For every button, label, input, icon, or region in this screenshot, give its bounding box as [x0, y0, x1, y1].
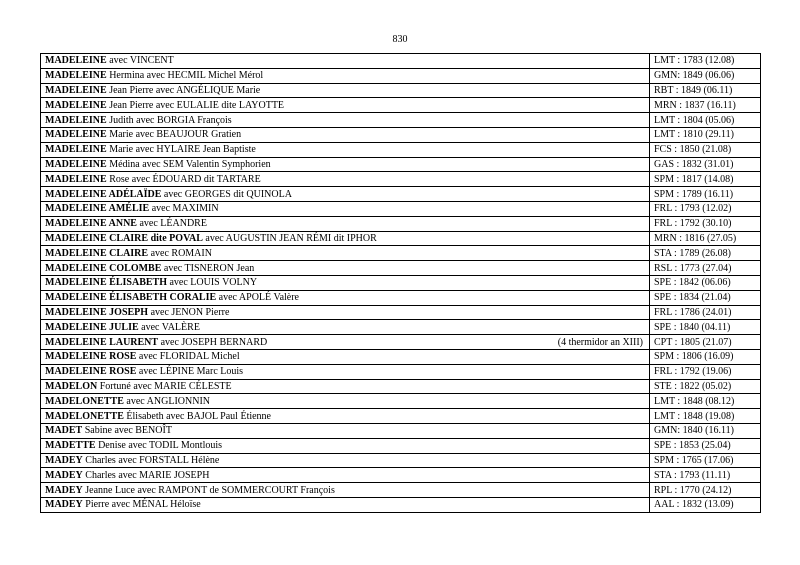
- record-reference: GAS : 1832 (31.01): [650, 157, 761, 172]
- table-row: [41, 172, 761, 187]
- couple-cell: [41, 349, 650, 364]
- record-reference: SPM : 1806 (16.09): [650, 349, 761, 364]
- spouse-text: Médina avec SEM Valentin Symphorien: [106, 158, 271, 170]
- spouse-text: Denise avec TODIL Montlouis: [95, 440, 223, 452]
- record-reference: FRL : 1792 (19.06): [650, 364, 761, 379]
- table-row: [41, 54, 761, 69]
- record-reference: MRN : 1837 (16.11): [650, 98, 761, 113]
- spouse-text: avec TISNERON Jean: [161, 262, 255, 274]
- record-reference: FCS : 1850 (21.08): [650, 142, 761, 157]
- surname: MADELEINE: [45, 144, 107, 156]
- table-row: [41, 201, 761, 216]
- table-row: [41, 83, 761, 98]
- surname: MADELEINE: [45, 99, 107, 111]
- couple-cell: [41, 201, 650, 216]
- table-row: [41, 275, 761, 290]
- table-row: [41, 246, 761, 261]
- couple-cell: [41, 453, 650, 468]
- record-reference: LMT : 1783 (12.08): [650, 54, 761, 69]
- surname: MADELEINE LAURENT: [45, 336, 159, 348]
- couple-cell: [41, 305, 650, 320]
- couple-cell: [41, 409, 650, 424]
- table-row: [41, 468, 761, 483]
- couple-cell: [41, 364, 650, 379]
- surname: MADELEINE AMÉLIE: [45, 203, 150, 215]
- surname: MADEY: [45, 454, 83, 466]
- surname: MADELEINE ÉLISABETH: [45, 277, 167, 289]
- spouse-text: avec LÉPINE Marc Louis: [136, 366, 244, 378]
- surname: MADELEINE: [45, 84, 107, 96]
- table-row: [41, 157, 761, 172]
- table-row: [41, 364, 761, 379]
- record-reference: GMN: 1849 (06.06): [650, 68, 761, 83]
- couple-cell: [41, 394, 650, 409]
- spouse-text: avec APOLÉ Valère: [216, 292, 299, 304]
- spouse-text: Jean Pierre avec ANGÉLIQUE Marie: [106, 84, 261, 96]
- spouse-text: Jeanne Luce avec RAMPONT de SOMMERCOURT François: [82, 484, 335, 496]
- couple-cell: [41, 335, 650, 350]
- surname: MADEY: [45, 469, 83, 481]
- surname: MADEY: [45, 484, 83, 496]
- spouse-text: Marie avec HYLAIRE Jean Baptiste: [106, 144, 256, 156]
- register-body: [41, 54, 761, 513]
- record-reference: LMT : 1848 (08.12): [650, 394, 761, 409]
- surname: MADELEINE: [45, 55, 107, 67]
- surname: MADELEINE ROSE: [45, 366, 137, 378]
- spouse-text: Marie avec BEAUJOUR Gratien: [106, 129, 242, 141]
- record-reference: SPM : 1817 (14.08): [650, 172, 761, 187]
- surname: MADELEINE: [45, 173, 107, 185]
- table-row: [41, 379, 761, 394]
- spouse-text: avec VINCENT: [106, 55, 174, 67]
- record-reference: MRN : 1816 (27.05): [650, 231, 761, 246]
- couple-cell: [41, 54, 650, 69]
- record-reference: RSL : 1773 (27.04): [650, 261, 761, 276]
- surname: MADELEINE ADÉLAÏDE: [45, 188, 162, 200]
- record-reference: SPE : 1842 (06.06): [650, 275, 761, 290]
- spouse-text: avec LÉANDRE: [136, 218, 207, 230]
- surname: MADELEINE: [45, 114, 107, 126]
- record-reference: STE : 1822 (05.02): [650, 379, 761, 394]
- record-reference: CPT : 1805 (21.07): [650, 335, 761, 350]
- spouse-text: avec GEORGES dit QUINOLA: [161, 188, 292, 200]
- couple-cell: [41, 468, 650, 483]
- couple-cell: [41, 98, 650, 113]
- couple-cell: [41, 423, 650, 438]
- table-row: [41, 305, 761, 320]
- table-row: [41, 320, 761, 335]
- record-reference: SPE : 1834 (21.04): [650, 290, 761, 305]
- couple-cell: [41, 172, 650, 187]
- couple-cell: [41, 275, 650, 290]
- couple-cell: [41, 187, 650, 202]
- couple-cell: [41, 231, 650, 246]
- record-reference: GMN: 1840 (16.11): [650, 423, 761, 438]
- record-reference: STA : 1793 (11.11): [650, 468, 761, 483]
- couple-cell: [41, 142, 650, 157]
- surname: MADELEINE JULIE: [45, 321, 139, 333]
- surname: MADELEINE: [45, 158, 107, 170]
- table-row: [41, 68, 761, 83]
- table-row: [41, 453, 761, 468]
- date-note: (4 thermidor an XIII): [557, 336, 643, 348]
- couple-cell: [41, 320, 650, 335]
- record-reference: AAL : 1832 (13.09): [650, 497, 761, 512]
- surname: MADELEINE CLAIRE dite POVAL: [45, 232, 203, 244]
- couple-cell: [41, 157, 650, 172]
- spouse-text: avec VALÈRE: [138, 321, 200, 333]
- surname: MADEY: [45, 499, 83, 511]
- spouse-text: avec FLORIDAL Michel: [136, 351, 240, 363]
- couple-cell: [41, 83, 650, 98]
- table-row: [41, 187, 761, 202]
- spouse-text: Hermina avec HECMIL Michel Mérol: [106, 70, 264, 82]
- surname: MADELEINE: [45, 70, 107, 82]
- couple-cell: [41, 216, 650, 231]
- record-reference: RPL : 1770 (24.12): [650, 483, 761, 498]
- couple-cell: [41, 68, 650, 83]
- spouse-text: Sabine avec BENOÎT: [82, 425, 172, 437]
- record-reference: STA : 1789 (26.08): [650, 246, 761, 261]
- couple-cell: [41, 290, 650, 305]
- table-row: [41, 261, 761, 276]
- page-number: 830: [392, 34, 408, 45]
- surname: MADET: [45, 425, 83, 437]
- table-row: [41, 438, 761, 453]
- table-row: [41, 409, 761, 424]
- surname: MADELEINE ROSE: [45, 351, 137, 363]
- record-reference: FRL : 1792 (30.10): [650, 216, 761, 231]
- spouse-text: avec JENON Pierre: [148, 306, 230, 318]
- couple-cell: [41, 113, 650, 128]
- table-row: [41, 231, 761, 246]
- couple-cell: [41, 246, 650, 261]
- surname: MADELEINE ÉLISABETH CORALIE: [45, 292, 217, 304]
- table-row: [41, 394, 761, 409]
- couple-cell: [41, 127, 650, 142]
- couple-cell: [41, 379, 650, 394]
- surname: MADELONETTE: [45, 395, 124, 407]
- record-reference: LMT : 1810 (29.11): [650, 127, 761, 142]
- spouse-text: Élisabeth avec BAJOL Paul Étienne: [123, 410, 271, 422]
- surname: MADELEINE JOSEPH: [45, 306, 149, 318]
- couple-cell: [41, 497, 650, 512]
- table-row: [41, 127, 761, 142]
- table-row: [41, 98, 761, 113]
- table-row: [41, 423, 761, 438]
- table-row: [41, 113, 761, 128]
- record-reference: LMT : 1804 (05.06): [650, 113, 761, 128]
- surname: MADETTE: [45, 440, 96, 452]
- table-row: [41, 216, 761, 231]
- spouse-text: avec ANGLIONNIN: [123, 395, 210, 407]
- record-reference: FRL : 1793 (12.02): [650, 201, 761, 216]
- couple-cell: [41, 261, 650, 276]
- surname: MADELONETTE: [45, 410, 124, 422]
- spouse-text: avec LOUIS VOLNY: [166, 277, 258, 289]
- table-row: [41, 290, 761, 305]
- table-row: [41, 335, 761, 350]
- spouse-text: Fortuné avec MARIE CÉLESTE: [97, 380, 232, 392]
- spouse-text: avec JOSEPH BERNARD: [158, 336, 268, 348]
- record-reference: FRL : 1786 (24.01): [650, 305, 761, 320]
- spouse-text: Jean Pierre avec EULALIE dite LAYOTTE: [106, 99, 285, 111]
- table-row: [41, 349, 761, 364]
- marriage-register-table: [40, 53, 761, 513]
- couple-cell: [41, 483, 650, 498]
- couple-cell: [41, 438, 650, 453]
- table-row: [41, 142, 761, 157]
- spouse-text: avec ROMAIN: [148, 247, 212, 259]
- spouse-text: Charles avec MARIE JOSEPH: [82, 469, 210, 481]
- record-reference: SPE : 1840 (04.11): [650, 320, 761, 335]
- spouse-text: Rose avec ÉDOUARD dit TARTARE: [106, 173, 261, 185]
- record-reference: LMT : 1848 (19.08): [650, 409, 761, 424]
- record-reference: SPM : 1789 (16.11): [650, 187, 761, 202]
- spouse-text: avec MAXIMIN: [149, 203, 219, 215]
- surname: MADELEINE ANNE: [45, 218, 137, 230]
- spouse-text: Pierre avec MÉNAL Héloïse: [82, 499, 201, 511]
- record-reference: SPE : 1853 (25.04): [650, 438, 761, 453]
- spouse-text: Charles avec FORSTALL Hélène: [82, 454, 220, 466]
- table-row: [41, 483, 761, 498]
- surname: MADELON: [45, 380, 98, 392]
- record-reference: SPM : 1765 (17.06): [650, 453, 761, 468]
- surname: MADELEINE CLAIRE: [45, 247, 149, 259]
- spouse-text: Judith avec BORGIA François: [106, 114, 232, 126]
- record-reference: RBT : 1849 (06.11): [650, 83, 761, 98]
- spouse-text: avec AUGUSTIN JEAN RÉMI dit IPHOR: [202, 232, 377, 244]
- table-row: [41, 497, 761, 512]
- surname: MADELEINE: [45, 129, 107, 141]
- surname: MADELEINE COLOMBE: [45, 262, 162, 274]
